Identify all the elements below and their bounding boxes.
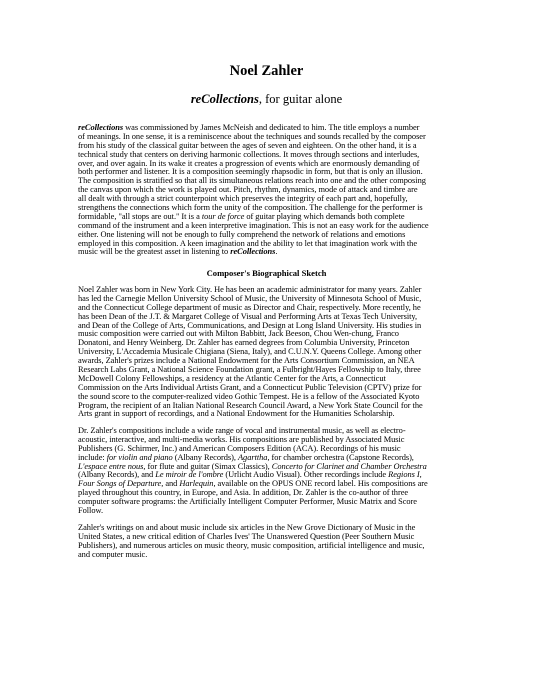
bio-paragraph-2	[78, 427, 490, 516]
emphasized-text: Le miroir de l'ombre	[155, 470, 224, 480]
text-run: , available on the OPUS ONE record label. His compositions are	[213, 479, 428, 489]
page-title: Noel Zahler	[229, 63, 304, 79]
text-run: acoustic, interactive, and multi-media works. His compositions are published by Associated Music	[78, 434, 405, 444]
text-run: Dr. Zahler's compositions include a wide range of vocal and instrumental music, as well as electro-	[78, 426, 406, 435]
text-run: and the Connecticut College department of music as Director and Chair, respectively. More recently, he	[78, 302, 421, 312]
text-run: Follow.	[78, 506, 104, 516]
text-run: include:	[78, 452, 107, 462]
text-run: formidable, "all stops are out." It is a	[78, 211, 202, 221]
text-run: Commission on the Arts Individual Artists Grant, and a Connecticut Public Television (CPTV) prize for	[78, 382, 422, 392]
text-run: the canvas upon which the work is played out. Pitch, rhythm, dynamics, mode of attack and timbre are	[78, 185, 418, 195]
text-run: has been Dean of the J.T. & Margaret College of Visual and Performing Arts at Texas Tech University,	[78, 311, 418, 321]
text-run: , for flute and guitar (Simax Classics),	[143, 461, 272, 471]
emphasized-text: reCollections	[78, 123, 124, 132]
text-line	[78, 551, 490, 560]
text-run: either. One listening will not be enough to fully comprehend the network of relations and emotions	[78, 229, 406, 239]
emphasized-text: tour de force	[201, 211, 245, 221]
emphasized-text: for violin and piano	[106, 452, 173, 462]
text-run: awards, Zahler's prizes include a National Endowment for the Arts Consortium Commission, an NEA	[78, 356, 415, 366]
text-run: both performer and listener. It is a composition seemingly rhapsodic in form, but that is only an illusion.	[78, 167, 423, 177]
bio-paragraph-1	[78, 286, 490, 419]
emphasized-text: Concerto for Clarinet and Chamber Orchestra	[271, 461, 427, 471]
work-title: reCollections	[190, 92, 259, 106]
text-run: played throughout this country, in Europe, and Asia. In addition, Dr. Zahler is the co-author of three	[78, 488, 409, 498]
text-line	[78, 248, 490, 257]
text-run: and computer music.	[78, 549, 148, 559]
text-run: from his study of the classical guitar between the ages of seven and eighteen. On the other hand, it is a	[78, 140, 417, 150]
text-run: Publishers), and numerous articles on music theory, music composition, artificial intelligence and music,	[78, 540, 425, 550]
text-run: (Urlicht Audio Visual). Other recordings include	[223, 470, 389, 480]
text-run: , for chamber orchestra (Capstone Records),	[267, 452, 414, 462]
text-run: music composition were carried out with Milton Babbitt, Jack Beeson, Chou Wen-chung, Franco	[78, 329, 399, 339]
bio-paragraph-3	[78, 524, 490, 560]
text-run: Research Labs Grant, a National Science Foundation grant, a Fulbright/Hayes Fellowship to Italy, three	[78, 365, 421, 375]
text-run: has led the Carnegie Mellon University School of Music, the University of Minnesota School of Music,	[78, 293, 422, 303]
text-run: technical study that centers on deriving harmonic collections. It moves through sections and interludes,	[78, 149, 420, 159]
text-run: of meanings. In one sense, it is a reminiscence about the techniques and sounds recalled by the composer	[78, 131, 426, 141]
text-run: .	[275, 247, 278, 257]
work-subtitle	[0, 92, 533, 107]
text-run: Arts grant in support of recordings, and a National Endowment for the Humanities Scholarship.	[78, 409, 395, 419]
text-run: command of the instrument and a keen interpretive imagination. This is not an easy work for the audience	[78, 220, 429, 230]
work-instrumentation: , for guitar alone	[258, 92, 343, 106]
text-run: the sound score to the computer-realized video Gothic Tempest. He is a fellow of the Associated Kyoto	[78, 391, 420, 401]
bio-heading: Composer's Biographical Sketch	[206, 268, 327, 278]
emphasized-text: Agarttha	[237, 452, 268, 462]
emphasized-text: reCollections	[230, 247, 276, 257]
text-run: and Dean of the College of Arts, Communications, and Design at Long Island University. His studies in	[78, 320, 422, 330]
text-run: ,	[419, 470, 422, 480]
text-run: strengthens the connections which form the unity of the composition. The challenge for the performer is	[78, 203, 423, 213]
text-run: Zahler's writings on and about music include six articles in the New Grove Dictionary of Music in the	[78, 523, 416, 532]
text-run: over, and over again. In its wake it creates a progression of events which are enormously demanding of	[78, 158, 420, 168]
text-line	[78, 507, 490, 516]
emphasized-text: Regions I	[388, 470, 420, 480]
text-line	[78, 498, 490, 507]
emphasized-text: L'espace entre nous	[78, 461, 144, 471]
text-run: The composition is stratified so that all its simultaneous relations reach into one and the other composing	[78, 176, 426, 186]
text-run: all dealt with through a strict counterpoint which preserves the integrity of each part and, hopefully,	[78, 194, 408, 204]
text-run: University, L'Accademia Musicale Chigiana (Siena, Italy), and C.U.N.Y. Queens College. Among other	[78, 347, 422, 357]
text-run: (Albany Records), and	[78, 470, 156, 480]
text-run: Donatoni, and Henry Weinberg. Dr. Zahler has earned degrees from Columbia University, Princeton	[78, 338, 410, 348]
text-run: computer software programs: the Artificially Intelligent Computer Performer, Music Matrix and Score	[78, 497, 417, 507]
text-run: United States, a new critical edition of Charles Ives' The Unanswered Question (Peer Southern Music	[78, 531, 415, 541]
text-run: McDowell Colony Fellowships, a residency at the Atlantic Center for the Arts, a Connecticut	[78, 373, 386, 383]
text-run: (Albany Records),	[172, 452, 238, 462]
text-run: , and	[161, 479, 180, 489]
text-run: was commissioned by James McNeish and dedicated to him. The title employs a number	[123, 123, 420, 132]
text-run: Noel Zahler was born in New York City. He has been an academic administrator for many years. Zahler	[78, 285, 422, 294]
text-run: of guitar playing which demands both complete	[244, 211, 405, 221]
emphasized-text: Harlequin	[179, 479, 214, 489]
emphasized-text: Four Songs of Departure	[78, 479, 162, 489]
program-note	[78, 124, 490, 257]
text-run: Publishers (G. Schirmer, Inc.) and American Composers Edition (ACA). Recordings of his music	[78, 443, 401, 453]
text-run: Program, the recipient of an Italian National Research Council Award, a New York State Council for the	[78, 400, 423, 410]
text-line	[78, 410, 490, 419]
text-run: employed in this composition. A keen imagination and the ability to let that imagination work with the	[78, 238, 418, 248]
text-run: music will be the greatest asset in listening to	[78, 247, 231, 257]
